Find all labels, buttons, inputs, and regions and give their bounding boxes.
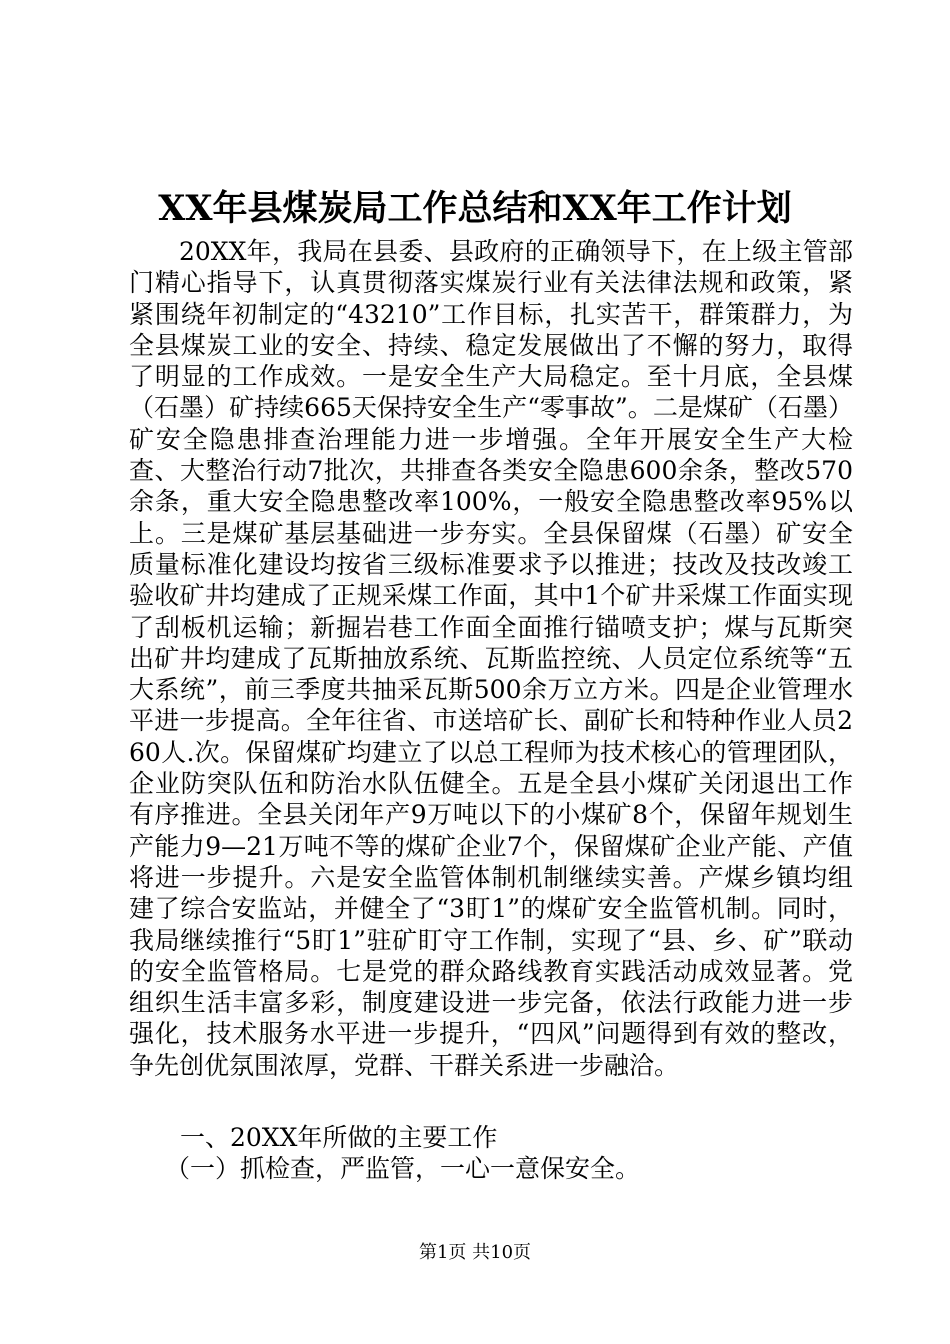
document-title: XX年县煤炭局工作总结和XX年工作计划: [158, 188, 792, 229]
subsection-heading: （一）抓检查，严监管，一心一意保安全。: [165, 1154, 641, 1183]
page-footer: 第1页 共10页: [418, 1242, 532, 1263]
intro-paragraph: 20XX年，我局在县委、县政府的正确领导下，在上级主管部门精心指导下，认真贯彻落实煤炭行业有关法律法规和政策，紧紧围绕年初制定的“43210”工作目标，扎实苦干，群策群力，为全县煤炭工业的安全、持续、稳定发展做出了不懈的努力，取得了明显的工作成效。一是安全生产大局稳定。至十月底，全县煤（石墨）矿持续665天保持安全生产“零事故”。二是煤矿（石墨）矿安全隐患排查治理能力进一步增强。全年开展安全生产大检查、大整治行动7批次，共排查各类安全隐患600余条，整改570余条，重大安全隐患整改率100%，一般安全隐患整改率95%以上。三是煤矿基层基础进一步夯实。全县保留煤（石墨）矿安全质量标准化建设均按省三级标准要求予以推进；技改及技改竣工验收矿井均建成了正规采煤工作面，其中1个矿井采煤工作面实现了刮板机运输；新掘岩巷工作面全面推行锚喷支护；煤与瓦斯突出矿井均建成了瓦斯抽放系统、瓦斯监控统、人员定位系统等“五大系统”，前三季度共抽采瓦斯500余万立方米。四是企业管理水平进一步提高。全年往省、市送培矿长、副矿长和特种作业人员260人.次。保留煤矿均建立了以总工程师为技术核心的管理团队，企业防突队伍和防治水队伍健全。五是全县小煤矿关闭退出工作有序推进。全县关闭年产9万吨以下的小煤矿8个，保留年规划生产能力9—21万吨不等的煤矿企业7个，保留煤矿企业产能、产值将进一步提升。六是安全监管体制机制继续实善。产煤乡镇均组建了综合安监站，并健全了“3盯1”的煤矿安全监管机制。同时，我局继续推行“5盯1”驻矿盯守工作制，实现了“县、乡、矿”联动的安全监管格局。七是党的群众路线教育实践活动成效显著。党组织生活丰富多彩，制度建设进一步完备，依法行政能力进一步强化，技术服务水平进一步提升，“四风”问题得到有效的整改，争先创优氛围浓厚，党群、干群关系进一步融洽。: [129, 237, 853, 1080]
section-heading: 一、20XX年所做的主要工作: [180, 1123, 498, 1152]
